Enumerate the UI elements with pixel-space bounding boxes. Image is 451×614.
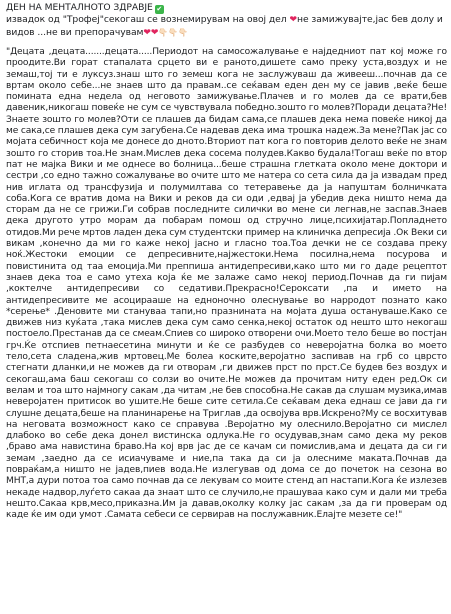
post-title-line bbox=[6, 2, 447, 14]
post-body-text: "Децата ,децата.......децата.....Периодот на самосожалување е најдедниот пат кој може го проодите.Ви горат стапалата срцето ви е раното,дишете само преку устa,воздух и не земаш,тој ти е луксуз.знаш што го земеш кога не заслужуваш да живееш...почнав да се вртам около себе...не знаев што да правам..се сеќавам еден ден му се јавив ,веќе беше помината една недела од неговото замижување.Плачев и го молев да се врати,бев давеник,никогаш повеќе не сум се чувствувала победно.зошто го молев?Поради децата?Не!Знаете зошто го молев?Оти се плашев да бидам сама,се плашев дека нема повеќе никој да ме сака,се плашев дека сум загубена.Се надевав дека има трошка надеж.За мене?Пак јас со мојата себичност која ме донесе до дното.Вториот пат кога го повторив делото веќе не знам зошто го сторив тоа.Не знам.Мислев дека сосема полудев.Какво будала!Тогаш веќе по втор пат не мајка Вики и ме однесе во болница...беше страшна глеткaта около мене доктори и сестри ,со едно тажно сожалување во очите што ме натера со сета сила да ја извадам пред нив иглата од трансфузија и полумилтава со тетеравење да ја напуштам болничката соба.Кога се вратив дома на Вики и рекoв да си оди ,едвај ја убедив дека ништо нема да сторам да не се грижи.Ги собрав последните силички во мене си легнав,не заспав.Знаев дека другото утро морам да побарам помош од стручно лице,психијатар.Попладнето отидов.Ми рече мртов ладен дека сум студентски пример на клиничка депресија .Ок Веки си викам ,конечно да ми го каже некој јасно и гласно тоа.Тоа дечки не се создава преку ноќ.Жестоки емоции се депресивните,најжестоки.Нема посилна,нема посурова и повистинита од таа емоција.Ми преппиша антидепресиви,како што ми го даде рецептот знаев дека тоа е само утеха која ќе ме залаже само некој период.Почнав да ги пијам ,коктелче антидепресиви со седативи.Прекрасно!Сероксати ,па и името на антидепресивите ме асоцирааше на едноночно олеснување во нарродот познато како *серење* .Деновите ми стануваа тапи,но празнината на мојата душа остануваше.Како се движев низ куќата ,така мислев дека сум само сенка,некој остаток од нешто што некогаш постоело.Престанав да се смеам.Спиев со широко отворени очи.Моето тело беше во постјан грч.Ќе отспиев петнаесетина минути и ќе се разбудев со невероjатна болка во моето тело,сета сладена,жив мртовец.Ме болеа коските,веројатно заспивав на грб со цврсто стегнати дланки,и не можев да ги отворам ,ги движев прст по прст.Се будев без воздух и секогаш,ама баш секогаш со солзи во очите.Не можев да прочитам ниту еден ред.Ок си велам и тоа што најмногу сакам ,да читам ,не бев способна.Не сакав да слушам музика,имав неверојатен притисок во ушите.Не беше сите сетила.Се сеќавам дека еднаш се јави да ги слушне децата,беше на планинарење на Триглав ,да освојува врв.Искрено?Му се восхитував на неговата возможност како се справува .Веројатно му олеснило.Веројатно си мислел длабоко во себе дека донел вистинска одлука.Не го осудував,знам само дека му реков ,браво ама навистина браво.На кој врв јас де се качам си помислив,ама и децата да си ги земам ,заедно да се исиачуваме и ние,па така да си ја олесниме маката.Почнав да повраќам,а ништо не јадев,пиев вода.Не излегував од дома се до почеток на сезона во МНТ,а дури потоа тоа само почнав да се лекувам со моите стенд ап настапи.Кога ќе излезев некаде надвор,луѓето сакаа да знаат што се случило,не прашуваа како сум и дали ми треба нешто.Сакаа крв,месо,приказна.Им ја давав,околку колку јас сакам ,за да ги проверам од каде ќе им оди умот .Самата себеси се сервирав на послужавник.Елајте мезете се!" bbox=[6, 47, 447, 521]
post-intro-line bbox=[6, 14, 447, 27]
post-intro-text: извадок од "Трофеј"секогаш се вознемирувам на овој дел bbox=[6, 14, 290, 25]
post-header bbox=[6, 2, 447, 39]
post-recommend-text: видов ...не ви препорачувам bbox=[6, 26, 144, 38]
check-mark-icon: ✔ bbox=[156, 5, 163, 13]
post-title: ДЕН НА МЕНТАЛНОТО ЗДРАВЈЕ bbox=[6, 2, 153, 13]
red-hearts-icon: ❤❤ bbox=[143, 27, 159, 38]
red-heart-icon: ❤ bbox=[289, 15, 297, 25]
post-recommend-line bbox=[6, 27, 447, 40]
pointing-down-hands-icon: 👇🏻👇🏻👇🏻 bbox=[158, 27, 189, 37]
post-intro-text-continued: не замижувајте,јас бев долу и bbox=[296, 14, 443, 25]
